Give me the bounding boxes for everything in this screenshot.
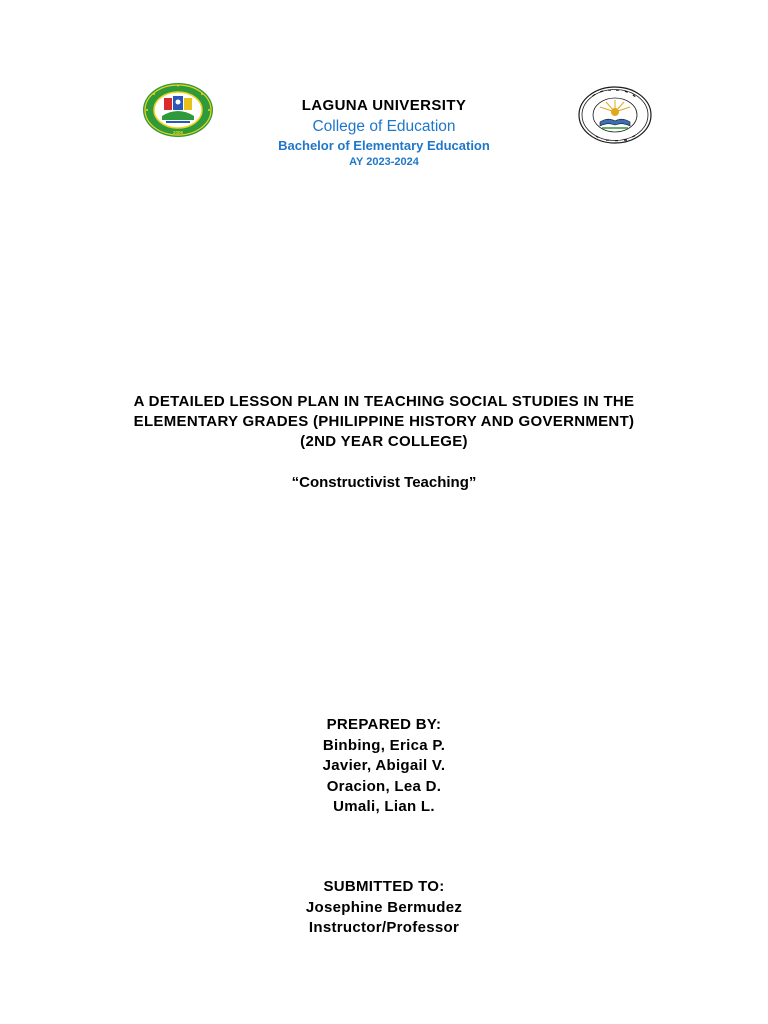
title-line-1: A DETAILED LESSON PLAN IN TEACHING SOCIAL STUDIES IN THE	[133, 393, 635, 410]
program-name: Bachelor of Elementary Education	[278, 138, 490, 153]
submitted-to-label: SUBMITTED TO:	[323, 878, 445, 895]
academic-year: AY 2023-2024	[349, 156, 419, 168]
prepared-by-label: PREPARED BY:	[326, 716, 442, 733]
preparer-name: Javier, Abigail V.	[322, 757, 446, 774]
college-name: College of Education	[312, 118, 456, 135]
university-name: LAGUNA UNIVERSITY	[301, 97, 467, 114]
submitted-to-section	[0, 877, 768, 939]
preparer-name: Oracion, Lea D.	[326, 777, 442, 795]
preparer-name: Binbing, Erica P.	[322, 736, 446, 754]
instructor-name: Josephine Bermudez	[305, 898, 463, 916]
preparer-name: Umali, Lian L.	[333, 798, 435, 815]
title-line-3: (2ND YEAR COLLEGE)	[300, 433, 468, 450]
institution-header	[0, 96, 768, 169]
svg-text:2006: 2006	[172, 130, 184, 135]
document-subtitle: “Constructivist Teaching”	[291, 474, 477, 491]
instructor-role: Instructor/Professor	[308, 919, 460, 936]
prepared-by-section	[0, 715, 768, 818]
title-line-2: ELEMENTARY GRADES (PHILIPPINE HISTORY AND GOVERNMENT)	[133, 413, 635, 430]
document-title	[0, 392, 768, 452]
